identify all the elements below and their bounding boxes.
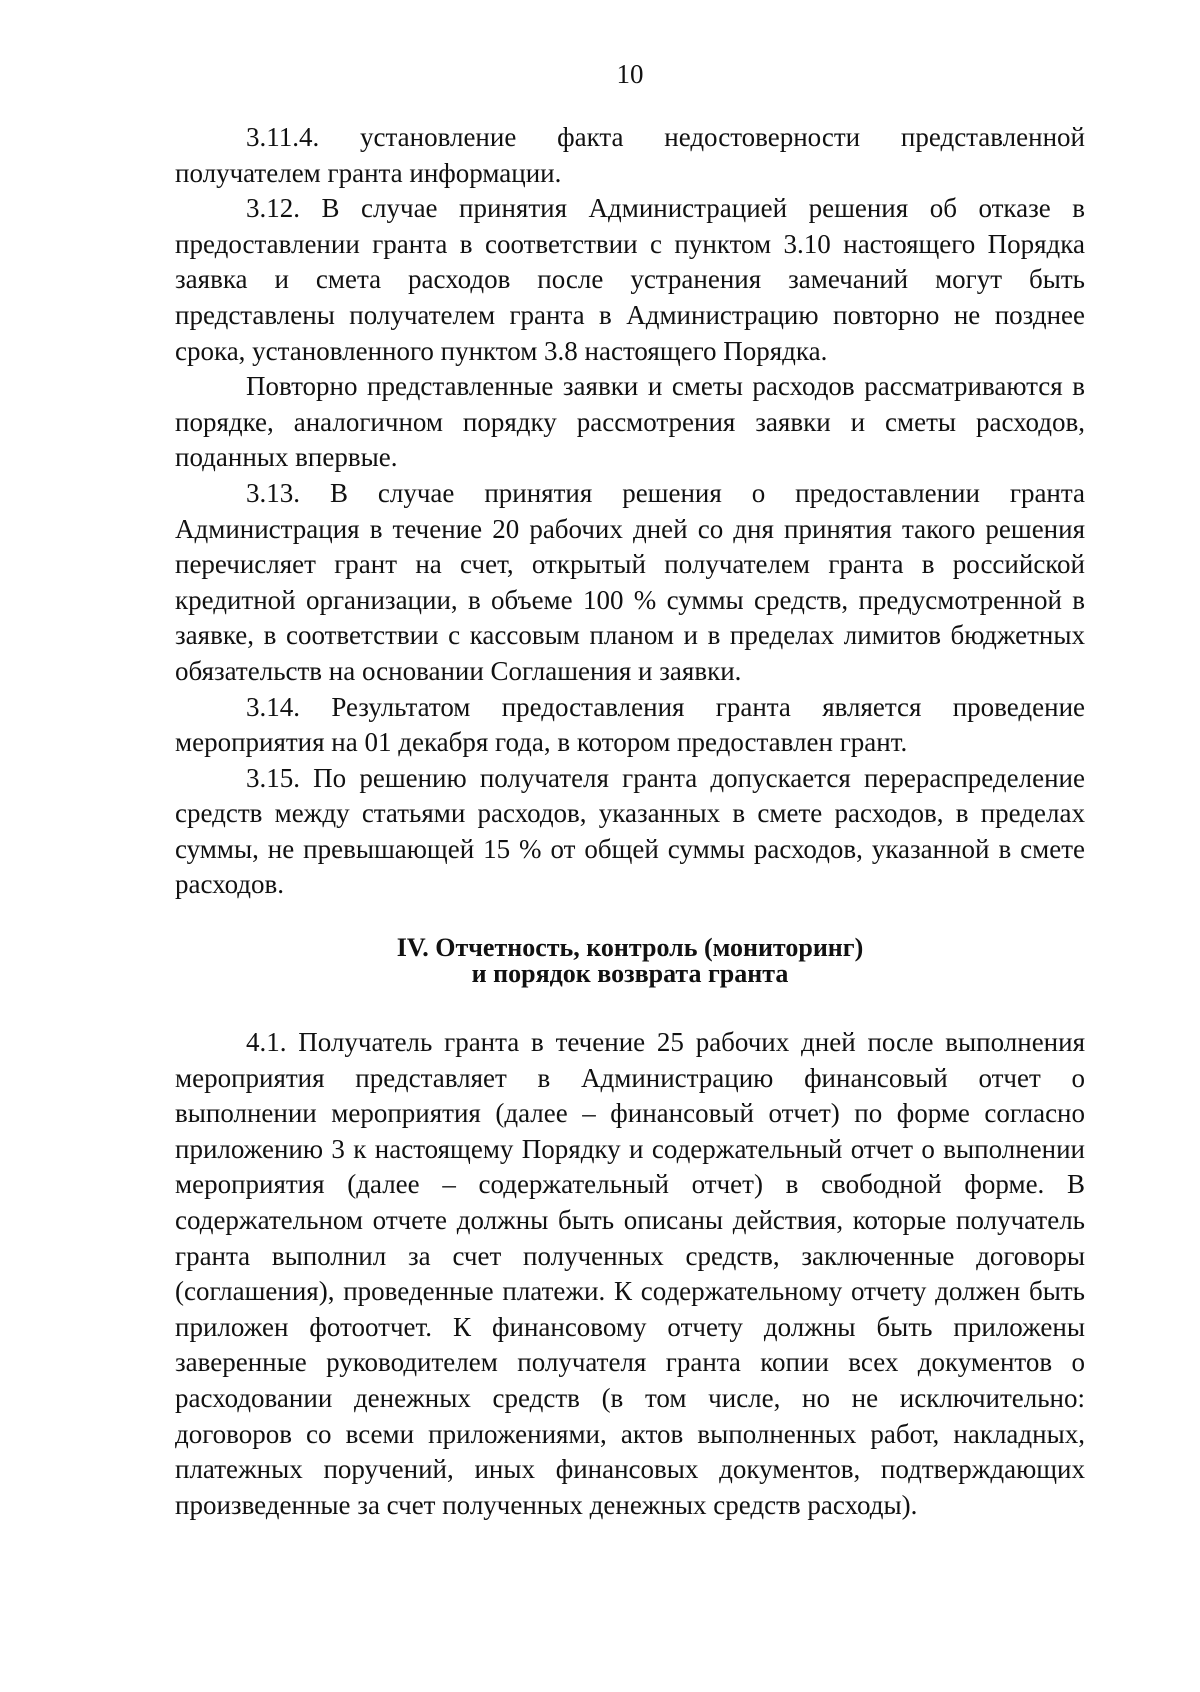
paragraph-3-12: 3.12. В случае принятия Администрацией решения об отказе в предоставлении гранта в соответствии с пунктом 3.10 настоящего Порядка заявка и смета расходов после устранения замечаний могут быть представлены получателем гранта в Администрацию повторно не позднее срока, установленного пунктом 3.8 настоящего Порядка.: [175, 193, 1085, 366]
paragraph-3-15: 3.15. По решению получателя гранта допускается перераспределение средств между статьями расходов, указанных в смете расходов, в пределах суммы, не превышающей 15 % от общей суммы расходов, указанной в смете расходов.: [175, 762, 1085, 900]
document-body: [175, 120, 1085, 1523]
paragraph-resubmission: Повторно представленные заявки и сметы расходов рассматриваются в порядке, аналогичном порядку рассмотрения заявки и сметы расходов, поданных впервые.: [175, 371, 1085, 473]
paragraph-4-1: 4.1. Получатель гранта в течение 25 рабочих дней после выполнения мероприятия представляет в Администрацию финансовый отчет о выполнении мероприятия (далее – финансовый отчет) по форме согласно приложению 3 к настоящему Порядку и содержательный отчет о выполнении мероприятия (далее – содержательный отчет) в свободной форме. В содержательном отчете должны быть описаны действия, которые получатель гранта выполнил за счет полученных средств, заключенные договоры (соглашения), проведенные платежи. К содержательному отчету должен быть приложен фотоотчет. К финансовому отчету должны быть приложены заверенные руководителем получателя гранта копии всех документов о расходовании денежных средств (в том числе, но не исключительно: договоров со всеми приложениями, актов выполненных работ, накладных, платежных поручений, иных финансовых документов, подтверждающих произведенные за счет полученных денежных средств расходы).: [175, 1027, 1085, 1520]
section-title-line-2: и порядок возврата гранта: [471, 959, 789, 989]
page-number: 10: [616, 59, 644, 89]
section-title-line-1: IV. Отчетность, контроль (мониторинг): [396, 933, 864, 963]
paragraph-3-11-4: 3.11.4. установление факта недостоверности представленной получателем гранта информации.: [175, 122, 1085, 188]
paragraph-3-14: 3.14. Результатом предоставления гранта является проведение мероприятия на 01 декабря года, в котором предоставлен грант.: [175, 691, 1085, 758]
section-title: [175, 935, 1085, 987]
paragraph-3-13: 3.13. В случае принятия решения о предоставлении гранта Администрация в течение 20 рабочих дней со дня принятия такого решения перечисляет грант на счет, открытый получателем гранта в российской кредитной организации, в объеме 100 % суммы средств, предусмотренной в заявке, в соответствии с кассовым планом и в пределах лимитов бюджетных обязательств на основании Соглашения и заявки.: [175, 477, 1085, 686]
